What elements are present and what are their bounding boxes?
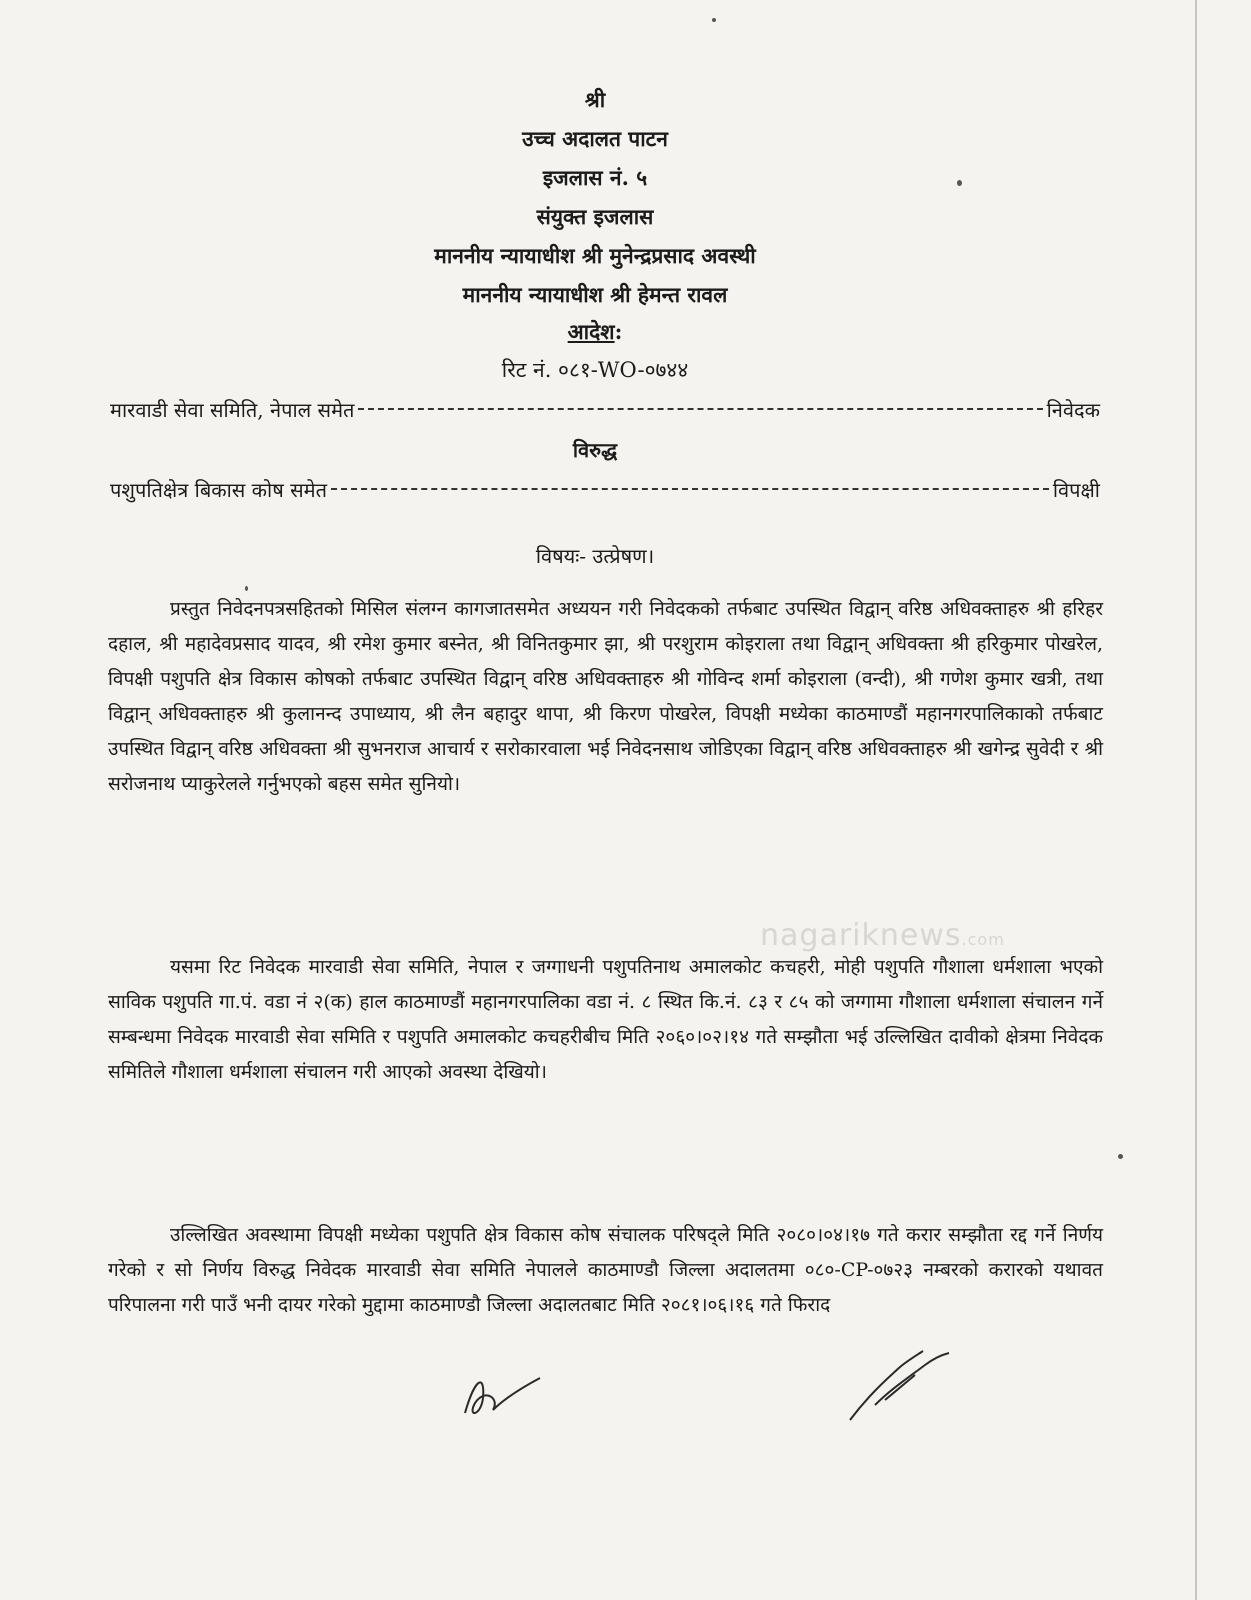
paragraph-2: यसमा रिट निवेदक मारवाडी सेवा समिति, नेपाल र जग्गाधनी पशुपतिनाथ अमालकोट कचहरी, मोही पशुपति गौशाला धर्मशाला भएको साविक पशुपति गा.पं. वडा नं २(क) हाल काठमाण्डौं महानगरपालिका वडा नं. ८ स्थित कि.नं. ८३ र ८५ को जग्गामा गौशाला धर्मशाला संचालन गर्ने सम्बन्धमा निवेदक मारवाडी सेवा समिति र पशुपति अमालकोट कचहरीबीच मिति २०६०।०२।१४ गते सम्झौता भई उल्लिखित दावीको क्षेत्रमा निवेदक समितिले गौशाला धर्मशाला संचालन गरी आएको अवस्था देखियो। bbox=[108, 956, 1103, 1083]
scan-speck bbox=[957, 180, 962, 186]
scan-speck bbox=[712, 18, 716, 22]
court-name: उच्च अदालत पाटन bbox=[522, 126, 668, 151]
watermark-suffix: .com bbox=[961, 930, 1005, 949]
petitioner-row bbox=[110, 396, 1100, 424]
scan-speck bbox=[1118, 1154, 1123, 1159]
watermark-brand: nagariknews bbox=[760, 918, 962, 953]
petitioner-name: मारवाडी सेवा समिति, नेपाल समेत bbox=[110, 398, 355, 422]
subject-line: विषयः- उत्प्रेषण। bbox=[535, 544, 655, 568]
respondent-dashes bbox=[331, 488, 1049, 490]
signature-right bbox=[845, 1345, 955, 1425]
petitioner-dashes bbox=[358, 408, 1042, 410]
paragraph-1: प्रस्तुत निवेदनपत्रसहितको मिसिल संलग्न कागजातसमेत अध्ययन गरी निवेदकको तर्फबाट उपस्थित विद्वान् वरिष्ठ अधिवक्ताहरु श्री हरिहर दहाल, श्री महादेवप्रसाद यादव, श्री रमेश कुमार बस्नेत, श्री विनितकुमार झा, श्री परशुराम कोइराला तथा विद्वान् अधिवक्ता श्री हरिकुमार पोखरेल, विपक्षी पशुपति क्षेत्र विकास कोषको तर्फबाट उपस्थित विद्वान् वरिष्ठ अधिवक्ताहरु श्री गोविन्द शर्मा कोइराला (वन्दी), श्री गणेश कुमार खत्री, तथा विद्वान् अधिवक्ताहरु श्री कुलानन्द उपाध्याय, श्री लैन बहादुर थापा, श्री किरण पोखरेल, विपक्षी मध्येका काठमाण्डौं महानगरपालिकाको तर्फबाट उपस्थित विद्वान् वरिष्ठ अधिवक्ता श्री सुभनराज आचार्य र सरोकारवाला भई निवेदनसाथ जोडिएका विद्वान् वरिष्ठ अधिवक्ताहरु श्री खगेन्द्र सुवेदी र श्री सरोजनाथ प्याकुरेलले गर्नुभएको बहस समेत सुनियो। bbox=[108, 598, 1103, 795]
honorific: श्री bbox=[584, 87, 606, 112]
page-edge bbox=[1195, 0, 1197, 1600]
bench-number: इजलास नं. ५ bbox=[542, 165, 648, 190]
respondent-row bbox=[110, 476, 1100, 504]
bench-type: संयुक्त इजलास bbox=[536, 204, 654, 229]
scan-speck bbox=[245, 586, 248, 591]
order-heading: आदेश: bbox=[567, 319, 623, 344]
versus-label: विरुद्ध bbox=[572, 438, 618, 462]
writ-number: रिट नं. ०८१-WO-०७४४ bbox=[501, 358, 689, 382]
judge-2: माननीय न्यायाधीश श्री हेमन्त रावल bbox=[462, 282, 728, 307]
respondent-role: विपक्षी bbox=[1052, 478, 1100, 502]
paragraph-3: उल्लिखित अवस्थामा विपक्षी मध्येका पशुपति क्षेत्र विकास कोष संचालक परिषद्ले मिति २०८०।०४।१७ गते करार सम्झौता रद्द गर्ने निर्णय गरेको र सो निर्णय विरुद्ध निवेदक मारवाडी सेवा समिति नेपालले काठमाण्डौ जिल्ला अदालतमा ०८०-CP-०७२३ नम्बरको करारको यथावत परिपालना गरी पाउँ भनी दायर गरेको मुद्दामा काठमाण्डौ जिल्ला अदालतबाट मिति २०८१।०६।१६ गते फिराद bbox=[108, 1224, 1103, 1316]
order-label: आदेश bbox=[567, 319, 615, 344]
petitioner-role: निवेदक bbox=[1046, 398, 1100, 422]
judge-1: माननीय न्यायाधीश श्री मुनेन्द्रप्रसाद अवस्थी bbox=[434, 243, 756, 268]
news-watermark bbox=[760, 918, 1005, 953]
respondent-name: पशुपतिक्षेत्र बिकास कोष समेत bbox=[110, 478, 327, 502]
signature-left bbox=[455, 1368, 545, 1428]
